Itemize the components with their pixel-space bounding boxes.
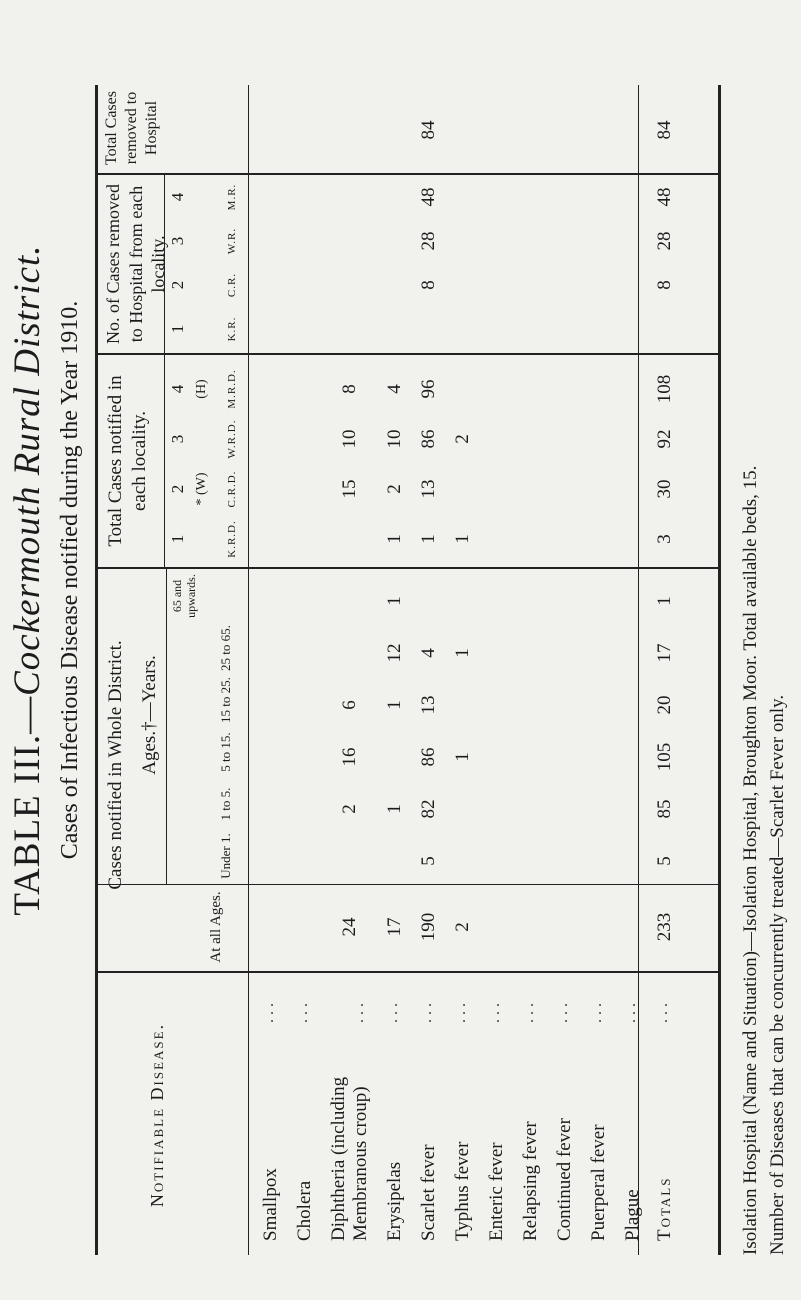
cell-removed: 48 <box>418 187 439 207</box>
table-number: TABLE III.— <box>7 695 48 916</box>
col-65-upwards: 65 and upwards. <box>170 574 199 618</box>
total-locality: 108 <box>654 374 675 404</box>
footer-line-1: Isolation Hospital (Name and Situation)—Isolation Hospital, Broughton Moor. Total available beds, 15. <box>740 465 761 1255</box>
total-age: 85 <box>654 799 675 819</box>
cell-age: 82 <box>418 799 439 819</box>
page-heading <box>6 130 84 1030</box>
total-age: 1 <box>654 596 675 606</box>
cell-locality: 13 <box>418 479 439 499</box>
total-locality: 3 <box>654 534 675 544</box>
locality-code-1: 1 <box>168 534 187 544</box>
footer-note <box>738 55 791 1255</box>
removed-code-4: 4 <box>168 192 187 202</box>
cell-locality: 1 <box>418 534 439 544</box>
footer-line-2: Number of Diseases that can be concurrently treated—Scarlet Fever only. <box>766 694 788 1255</box>
cell-locality: 15 <box>339 479 360 499</box>
cell-locality: 96 <box>418 379 439 399</box>
disease-name: Puerperal fever <box>588 1124 609 1241</box>
disease-name: Relapsing fever <box>520 1121 541 1241</box>
col-25-to-65: 25 to 65. <box>218 625 233 671</box>
total-age: 17 <box>654 643 675 663</box>
total-age: 20 <box>654 695 675 715</box>
disease-name: Enteric fever <box>486 1142 507 1241</box>
removed-locality-header: No. of Cases removed to Hospital from each locality. <box>103 184 168 344</box>
cell-age: 1 <box>384 804 405 814</box>
disease-name: Typhus fever <box>452 1141 473 1241</box>
cell-age: 6 <box>339 700 360 710</box>
cell-age: 12 <box>384 643 405 663</box>
cell-age: 86 <box>418 747 439 767</box>
total-cases-locality-header: Total Cases notified in each locality. <box>105 375 150 547</box>
cell-age: 1 <box>452 752 473 762</box>
disease-name: Continued fever <box>554 1118 575 1241</box>
leader-dots: . . . <box>452 1003 469 1023</box>
leader-dots: . . . <box>350 1003 367 1023</box>
disease-name: Diphtheria (including <box>328 1076 349 1241</box>
total-removed-locality: 28 <box>654 231 675 251</box>
leader-dots: . . . <box>520 1003 537 1023</box>
cases-whole-district-header: Cases notified in Whole District. <box>105 640 126 890</box>
divider-removed <box>98 173 718 175</box>
leader-dots: . . . <box>294 1003 311 1023</box>
removed-code-2: 2 <box>168 280 187 290</box>
cell-locality: 1 <box>452 534 473 544</box>
cell-age: 16 <box>339 747 360 767</box>
removed-kr: K.R. <box>226 316 238 342</box>
district-name: Cockermouth Rural District. <box>7 244 48 696</box>
cell-removed: 8 <box>418 280 439 290</box>
total-locality: 30 <box>654 479 675 499</box>
table-title <box>6 130 49 1030</box>
total-removed-all: 84 <box>654 120 675 140</box>
header-rule <box>248 85 249 1255</box>
total-removed-locality: 48 <box>654 187 675 207</box>
divider-locality <box>98 353 718 355</box>
cell-all-ages: 24 <box>339 917 360 937</box>
cell-locality: 1 <box>384 534 405 544</box>
removed-mr: M.R. <box>226 183 238 211</box>
disease-name: Erysipelas <box>384 1161 405 1241</box>
disease-name: Plague <box>622 1189 643 1241</box>
cell-all-ages: 17 <box>384 917 405 937</box>
total-removed-locality: 8 <box>654 280 675 290</box>
removed-code-3: 3 <box>168 236 187 246</box>
table-subtitle: Cases of Infectious Disease notified during the Year 1910. <box>57 300 83 860</box>
leader-dots: . . . <box>486 1003 503 1023</box>
leader-dots: . . . <box>260 1003 277 1023</box>
cell-age: 1 <box>452 648 473 658</box>
removed-code-1: 1 <box>168 324 187 334</box>
data-table <box>95 85 721 1255</box>
total-locality: 92 <box>654 429 675 449</box>
disease-name: Smallpox <box>260 1168 281 1241</box>
total-all-ages: 233 <box>654 912 675 942</box>
locality-code-2: 2 <box>168 484 187 494</box>
cell-removed: 28 <box>418 231 439 251</box>
divider-allages <box>98 884 718 885</box>
cell-age: 5 <box>418 856 439 866</box>
leader-dots: . . . <box>588 1003 605 1023</box>
totals-rule <box>638 85 639 1255</box>
cell-total-removed: 84 <box>418 120 439 140</box>
locality-wrd: W.R.D. <box>226 419 238 459</box>
cell-locality: 8 <box>339 384 360 394</box>
ages-rule <box>166 569 167 885</box>
col-under-1: Under 1. <box>218 833 233 879</box>
notifiable-disease-header: Notifiable Disease. <box>147 1022 167 1208</box>
cell-locality: 10 <box>384 429 405 449</box>
col-all-ages: At all Ages. <box>208 891 224 963</box>
total-age: 105 <box>654 742 675 772</box>
locality-code-3: 3 <box>168 434 187 444</box>
total-removed-header: Total Cases removed to Hospital <box>103 91 160 165</box>
cell-age: 2 <box>339 804 360 814</box>
removed-wr: W.R. <box>226 227 238 255</box>
totals-dots: . . . <box>654 1003 671 1023</box>
leader-dots: . . . <box>622 1003 639 1023</box>
cell-locality: 10 <box>339 429 360 449</box>
cell-all-ages: 190 <box>418 912 439 942</box>
locality-mrd: M.R.D. <box>226 369 238 409</box>
divider-disease <box>98 971 718 973</box>
cell-all-ages: 2 <box>452 922 473 932</box>
col-15-to-25: 15 to 25. <box>218 677 233 723</box>
locality-mark-4: (H) <box>194 379 209 399</box>
cell-locality: 4 <box>384 384 405 394</box>
removed-cr: C.R. <box>226 272 238 298</box>
disease-name: Cholera <box>294 1180 315 1241</box>
cell-locality: 86 <box>418 429 439 449</box>
cell-locality: 2 <box>384 484 405 494</box>
cell-age: 4 <box>418 648 439 658</box>
locality-crd: C.R.D. <box>226 470 238 508</box>
col-5-to-15: 5 to 15. <box>218 732 233 772</box>
totals-label: Totals <box>654 1176 675 1241</box>
cell-locality: 2 <box>452 434 473 444</box>
divider-cases <box>98 567 718 569</box>
leader-dots: . . . <box>418 1003 435 1023</box>
total-age: 5 <box>654 856 675 866</box>
cell-age: 1 <box>384 700 405 710</box>
locality-krd: K.R.D. <box>226 520 238 558</box>
leader-dots: . . . <box>384 1003 401 1023</box>
cell-age: 1 <box>384 596 405 606</box>
disease-name: Scarlet fever <box>418 1144 439 1241</box>
col-1-to-5: 1 to 5. <box>218 787 233 821</box>
leader-dots: . . . <box>554 1003 571 1023</box>
cell-age: 13 <box>418 695 439 715</box>
locality-mark-2: * (W) <box>194 472 209 506</box>
disease-name-cont: Membranous croup) <box>350 1086 371 1241</box>
locality-code-4: 4 <box>168 384 187 394</box>
ages-header: Ages.†—Years. <box>139 655 160 775</box>
